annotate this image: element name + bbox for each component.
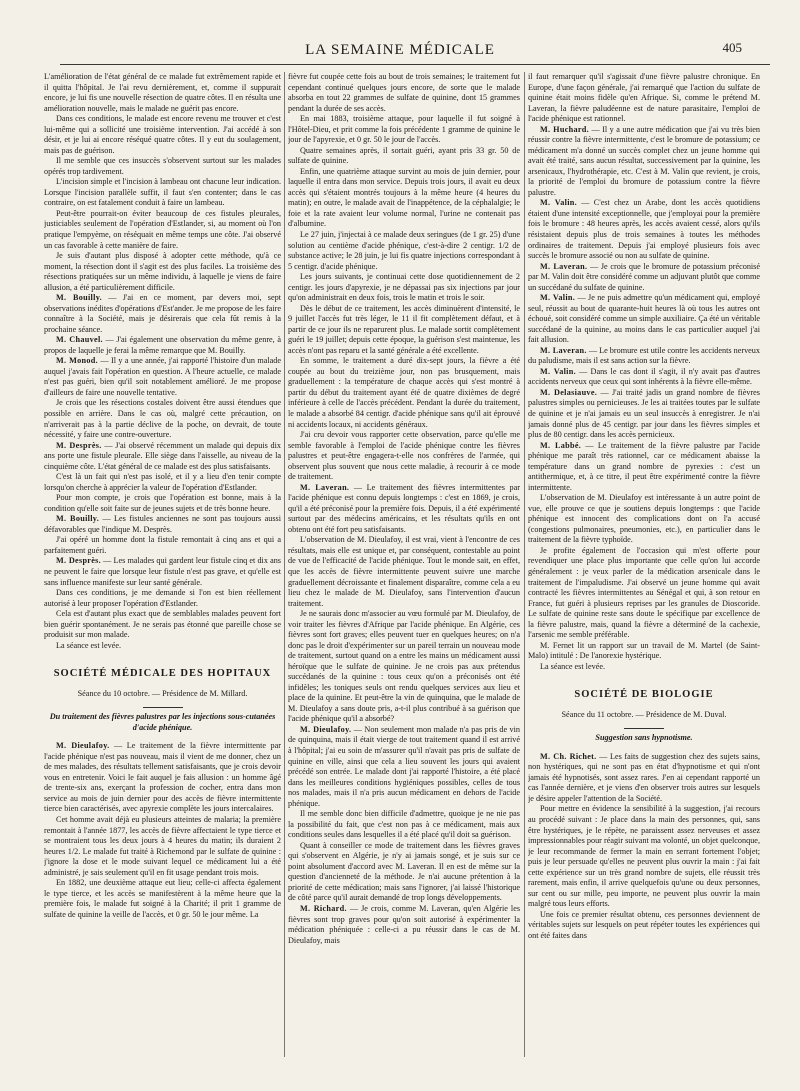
paragraph: Les jours suivants, je continuai cette dose quotidiennement de 2 centigr. les jours d'apyrexie, je ne dépassai pas six injections par jour qu'on administrait en deux fois, trois le matin et trois le soir.: [288, 272, 520, 303]
speaker-name: M. Richard.: [300, 903, 347, 913]
speaker-name: M. Bouilly.: [56, 293, 102, 303]
speaker-text: — Je ne puis admettre qu'un médicament qui, employé seul, réussit au bout de quarante-huit heures là où tous les autres ont échoué, soit considéré comme un simple auxiliaire. Ça été un véritable succédané de la quinine, au moins dans le cas particulier auquel j'ai fait allusion.: [528, 293, 760, 345]
paragraph: La séance est levée.: [56, 640, 122, 650]
speaker-paragraph: [44, 335, 281, 356]
speaker-text: — J'ai traité jadis un grand nombre de fièvres palustres simples ou pernicieuses. Je les ai traitées toutes par le sulfate de quinine et je n'ai jamais eu un seul insuccès à enregistrer. Je n'ai jamais donné plus de 45 centigr. par jour dans les fièvres simples et plus de 80 centigr. dans les accès pernicieux.: [528, 387, 760, 440]
speaker-paragraph: [528, 198, 760, 261]
speaker-text: — Non seulement mon malade n'a pas pris de vin de quinquina, mais il était vierge de tout traitement quand il est arrivé à l'hôpital; j'ai eu soin de m'assurer qu'il n'avait pas pris de sulfate de quinine en ville, ainsi que cela a lieu souvent les jours qui avaient précédé son entrée. Le malade dont j'ai rapporté l'histoire, a été placé dans les meilleures conditions hygiéniques possibles, celles de tous nos malades, mais il n'a pris aucun médicament en dehors de l'acide phénique.: [288, 724, 520, 808]
paragraph: L'observation de M. Dieulafoy, il est vrai, vient à l'encontre de ces résultats, mais elle est unique et, par conséquent, contestable au point de vue de l'efficacité de l'acide phénique. Tout le monde sait, en effet, que les accès de fièvre intermittente peuvent suivre une marche graduellement décroissante et finalement disparaître, comme cela a eu lieu chez le malade de M. Dieulafoy, sans l'intervention d'aucun traitement.: [288, 535, 520, 608]
section-title: SOCIÉTÉ MÉDICALE DES HOPITAUX: [53, 668, 272, 680]
speaker-name: M. Desprès.: [56, 440, 102, 450]
article-subtitle: Suggestion sans hypnotisme.: [595, 733, 693, 743]
page-header: [0, 0, 800, 70]
section-title: SOCIÉTÉ DE BIOLOGIE: [574, 689, 714, 701]
paragraph: La séance est levée.: [540, 661, 606, 671]
paragraph: J'ai cru devoir vous rapporter cette observation, parce qu'elle me semble favorable à l'emploi de l'acide phénique contre les fièvres palustres et peut-être engagera-t-elle nos confrères de l'armée, qui observent plus souvent que nous cette maladie, à recourir à ce mode de traitement.: [288, 430, 520, 482]
seance-line: Séance du 10 octobre. — Présidence de M. Millard.: [77, 688, 248, 698]
speaker-paragraph: [44, 741, 281, 815]
speaker-text: — J'ai observé récemment un malade qui depuis dix ans porte une fistule pleurale. Elle siège dans l'aisselle, au niveau de la cinquième côte. L'état général de ce malade est des plus satisfaisants.: [44, 440, 281, 471]
paragraph: Je crois que les résections costales doivent être aussi étendues que possible en arrière. Dans le cas où, malgré cette précaution, on n'arriverait pas à la partie déclive de la poche, on devrait, de toute nécessité, y faire une contre-ouverture.: [44, 398, 281, 440]
paragraph: Dès le début de ce traitement, les accès diminuèrent d'intensité, le 9 juillet l'accès fut très léger, le 11 il fit complètement défaut, et à partir de ce jour ils ne reparurent plus. Le malade sortit complètement guéri le 19 juillet; depuis cette époque, la guérison s'est maintenue, les accès n'ont pas reparu et la santé générale a été excellente.: [288, 303, 520, 355]
speaker-name: M. Bouilly.: [56, 514, 100, 524]
paragraph: Dans ces conditions, je me demande si l'on est bien réellement autorisé à leur proposer l'opération d'Estlander.: [44, 588, 281, 608]
speaker-paragraph: [44, 556, 281, 588]
speaker-name: M. Laveran.: [300, 482, 350, 492]
speaker-paragraph: [528, 388, 760, 441]
divider: [143, 707, 183, 708]
paragraph: En 1882, une deuxième attaque eut lieu; celle-ci affecta également le type tierce, et les accès se manifestèrent à la même heure que la première fois, le malade fut soigné à la Charité; il prit 1 gramme de sulfate de quinine la veille de l'accès, et 0 gr. 50 le jour même. La: [44, 878, 281, 919]
paragraph: Je ne saurais donc m'associer au vœu formulé par M. Dieulafoy, de voir traiter les fièvres d'Afrique par l'acide phénique. En Algérie, ces fièvres sont fort graves; elles peuvent tuer en quelques heures; on n'a donc pas le droit d'expérimenter sur un pareil terrain un nouveau mode de traitement, surtout quand on a entre les mains un médicament aussi héroïque que le sulfate de quinine. Je ne crois pas aux prétendus succédanés de la quinine : tous ceux qu'on a préconisés ont été infidèles; les toniques seuls ont rendu quelques services aux lieu et place de la quinine. Et peut-être la vin de quinquina, que le malade de M. Dieulafoy a sans doute pris, a-t-il plus contribué à sa guérison que l'acide phénique qu'il a absorbé?: [288, 609, 520, 724]
divider: [624, 728, 664, 729]
speaker-paragraph: [44, 441, 281, 473]
speaker-text: — C'est chez un Arabe, dont les accès quotidiens étaient d'une intensité exceptionnelle, que j'employai pour la première fois le bromure : 48 heures après, les accès avaient cessé, alors qu'ils résistaient depuis plus de trois semaines à toutes les méthodes ordinaires de traitement. Depuis j'ai employé plusieurs fois avec succès le bromure associé ou non au sulfate de quinine.: [528, 198, 760, 261]
speaker-text: — Les malades qui gardent leur fistule cinq et dix ans ne peuvent le faire que lorsque leur fistule n'est pas grave, et qu'elle est sans influence manifeste sur leur santé générale.: [44, 556, 281, 587]
speaker-name: M. Chauvel.: [56, 335, 103, 345]
speaker-name: M. Delasiauve.: [540, 387, 598, 397]
speaker-paragraph: [44, 356, 281, 398]
paragraph: Pour mettre en évidence la sensibilité à la suggestion, j'ai recours au procédé suivant : Je place dans la main des personnes, qui, sans être hystériques, je le répète, ne paraissent assez nerveuses et assez impressionnables pour réagir suivant ma volonté, un objet quelconque, je leur recommande de fermer la main en serrant fortement l'objet; puis je leur persuade qu'elles ne peuvent plus ouvrir la main : j'ai fait cette expérience sur un très grand nombre de sujets, elle réussit très rarement, mais enfin, il arrive quelquefois qu'une ou deux personnes, sur cent ou sur mille, peu importe, ne peuvent plus ouvrir la main malgré tous leurs efforts.: [528, 804, 760, 909]
paragraph: En mai 1883, troisième attaque, pour laquelle il fut soigné à l'Hôtel-Dieu, et prit comme la fois précédente 1 gramme de quinine le jour de l'apyrexie, et 0 gr. 50 le jour de l'accès.: [288, 114, 520, 145]
speaker-text: — Dans le cas dont il s'agit, il n'y avait pas d'autres accidents nerveux que ceux qui sont inhérents à la fièvre elle-même.: [528, 366, 760, 387]
speaker-paragraph: [528, 367, 760, 388]
paragraph: Peut-être pourrait-on éviter beaucoup de ces fistules pleurales, justiciables seulement de l'opération d'Estlander, si, au moment où l'on pratique l'empyème, on réséquait en même temps une côte. J'ai observé un cas favorable à cette manière de faire.: [44, 208, 281, 250]
paragraph: Je profite également de l'occasion qui m'est offerte pour revendiquer une place plus importante que celle qu'on lui accorde généralement : je veux parler de la médication arsenicale dans le traitement de l'impaludisme. J'ai observé un jeune homme qui avait contracté les fièvres intermittentes au Sénégal et qui, à son retour en France, fut guéri à plusieurs reprises par les granules de Dioscoride. Le sulfate de quinine reste sans doute le spécifique par excellence de la fièvre palustre, mais, quand la fièvre a déterminé de la cachexie, l'arsenic me semble préférable.: [528, 545, 760, 640]
paragraph: Il me semble que ces insuccès s'observent surtout sur les malades opérés trop tardivement.: [44, 156, 281, 176]
speaker-name: M. Huchard.: [540, 124, 590, 134]
speaker-text: — Je crois que le bromure de potassium préconisé par M. Valin doit être considéré comme un adjuvant plutôt que comme un succédané du sulfate de quinine.: [528, 261, 760, 292]
speaker-name: M. Laveran.: [540, 345, 587, 355]
speaker-name: M. Monod.: [56, 356, 98, 366]
speaker-name: M. Ch. Richet.: [540, 751, 597, 761]
speaker-text: — Le traitement de la fièvre palustre par l'acide phénique me paraît très rationnel, car ce médicament abaisse la température dans un grand nombre de pyrexies : c'est un antithermique, et, à ce titre, il peut être expérimenté contre la fièvre intermittente.: [528, 440, 760, 492]
column-2: [288, 72, 520, 1072]
speaker-name: M. Desprès.: [56, 556, 102, 566]
speaker-paragraph: [528, 262, 760, 294]
speaker-text: — Je crois, comme M. Laveran, qu'en Algérie les fièvres sont trop graves pour qu'on soit autorisé à expérimenter la médication phéniquée : celle-ci a pu réussir dans le cas de M. Dieulafoy, mais: [288, 903, 520, 945]
speaker-text: — J'ai également une observation du même genre, à propos de laquelle je ferai la même remarque que M. Bouilly.: [44, 335, 281, 355]
paragraph: C'est là un fait qui n'est pas isolé, et il y a lieu d'en tenir compte lorsqu'on cherche à apprécier la valeur de l'opération d'Estlander.: [44, 472, 281, 492]
speaker-name: M. Valin.: [540, 293, 576, 303]
paragraph: L'amélioration de l'état général de ce malade fut extrêmement rapide et il quitta l'hôpital. Je l'ai revu dernièrement, et, comme il suppurait encore, je lui fis une nouvelle résection de quatre côtes. Il en résulta une amélioration nouvelle, mais le malade ne guérit pas encore.: [44, 72, 281, 113]
speaker-name: M. Dieulafoy.: [300, 724, 352, 734]
journal-title: LA SEMAINE MÉDICALE: [305, 42, 495, 58]
article-subtitle: Du traitement des fièvres palustres par les injections sous-cutanées d'acide phénique.: [49, 712, 276, 732]
header-rule: [60, 64, 770, 65]
speaker-name: M. Valin.: [540, 198, 578, 208]
speaker-paragraph: [44, 293, 281, 335]
speaker-paragraph: [288, 904, 520, 946]
page-number: 405: [722, 40, 742, 55]
speaker-paragraph: [288, 483, 520, 536]
paragraph: Une fois ce premier résultat obtenu, ces personnes deviennent de véritables sujets sur lesquels on peut répéter toutes les expériences qui ont été faites dans: [528, 909, 760, 940]
speaker-paragraph: [528, 125, 760, 199]
paragraph: M. Fernet lit un rapport sur un travail de M. Martel (de Saint-Malo) intitulé : De l'anorexie hystérique.: [528, 640, 760, 661]
paragraph: il faut remarquer qu'il s'agissait d'une fièvre palustre chronique. En Europe, d'une façon générale, j'ai remarqué que l'action du sulfate de quinine était moins fidèle qu'en Afrique. Si, comme le prétend M. Laveran, la fièvre paludéenne est de nature parasitaire, l'emploi de l'acide phénique est rationnel.: [528, 72, 760, 124]
speaker-paragraph: [528, 441, 760, 494]
column-divider-1: [284, 72, 285, 1057]
paragraph: J'ai opéré un homme dont la fistule remontait à cinq ans et qui a parfaitement guéri.: [44, 535, 281, 555]
column-3: [528, 72, 760, 1072]
speaker-text: — Il y a une autre médication que j'ai vu très bien réussir contre la fièvre intermittente, c'est le bromure de potassium; ce médicament m'a donné un succès complet chez un jeune homme qui avait été traité, sans aucun résultat, successivement par la quinine, les arsenicaux, l'hydrothérapie, etc. C'est à M. Valin que revient, je crois, la priorité de l'emploi du bromure de potassium contre la fièvre palustre.: [528, 124, 760, 197]
paragraph: L'incision simple et l'incision à lambeau ont chacune leur indication. Lorsque l'incision parallèle suffit, il faut s'en contenter; dans le cas contraire, on est fatalement conduit à faire un lambeau.: [44, 177, 281, 208]
paragraph: fièvre fut coupée cette fois au bout de trois semaines; le traitement fut cependant continué quelques jours encore, de sorte que le malade absorba en tout 22 grammes de sulfate de quinine, dont 15 grammes pendant la durée de ses accès.: [288, 72, 520, 113]
speaker-name: M. Laveran.: [540, 261, 588, 271]
speaker-text: — Les faits de suggestion chez des sujets sains, non hystériques, qui ne sont pas en état d'hypnotisme et qui n'ont jamais été hypnotisés, sont assez rares. J'en ai cependant rapporté un cas l'année dernière, et je viens d'en observer trois autres sur lesquels je désire appeler l'attention de la Société.: [528, 751, 760, 803]
speaker-text: — Le traitement de la fièvre intermittente par l'acide phénique n'est pas nouveau, mais il vient de me donner, chez un de mes malades, des résultats tellement satisfaisants, que je crois devoir vous en entretenir. Voici le fait auquel je fais allusion : un homme âgé de trente-six ans, exerçant la profession de cocher, entra dans mon service au mois de juin dernier pour des accès de fièvre intermittente tierce bien caractérisés, avec apyrexie complète les jours intercalaires.: [44, 741, 281, 814]
column-divider-2: [524, 72, 525, 1057]
seance-line: Séance du 11 octobre. — Présidence de M. Duval.: [561, 709, 727, 719]
speaker-text: — Il y a une année, j'ai rapporté l'histoire d'un malade auquel j'avais fait l'opération en question. A l'heure actuelle, ce malade n'est pas guéri, bien qu'il soit notablement amélioré. Je me propose d'ailleurs de faire une nouvelle tentative.: [44, 356, 281, 397]
paragraph: Quatre semaines après, il sortait guéri, ayant pris 33 gr. 50 de sulfate de quinine.: [288, 145, 520, 166]
speaker-name: M. Dieulafoy.: [56, 741, 110, 751]
speaker-paragraph: [528, 752, 760, 805]
speaker-text: — Le bromure est utile contre les accidents nerveux du paludisme, mais il est sans action sur la fièvre.: [528, 345, 760, 366]
paragraph: Cet homme avait déjà eu plusieurs atteintes de malaria; la première remontait à l'année 1877, les accès de fièvre affectaient le type tierce et se montraient tous les deux jours à 4 heures du matin; ils duraient 2 heures 1/2. Le malade fut traité à Richemond par le sulfate de quinine : j'ignore la dose et le mode suivant lequel ce médicament lui a été administré, je sais seulement qu'il en fit usage pendant trois mois.: [44, 815, 281, 877]
speaker-paragraph: [528, 293, 760, 346]
paragraph: Cela est d'autant plus exact que de semblables malades peuvent fort bien guérir spontanément. Je ne serais pas étonné que pareille chose se produisit sur mon malade.: [44, 609, 281, 640]
speaker-name: M. Labbé.: [540, 440, 582, 450]
paragraph: Je suis d'autant plus disposé à adopter cette méthode, qu'à ce moment, la résection dont il s'agit est des plus faciles. La troisième des résections pratiquées sur un même individu, à laquelle je viens de faire allusion, a été particulièrement difficile.: [44, 251, 281, 292]
speaker-text: — Le traitement des fièvres intermittentes par l'acide phénique est connu depuis longtemps : c'est en 1869, je crois, qu'il a été préconisé pour la première fois. Depuis, il a été expérimenté surtout par des médecins américains, et les résultats qu'ils en ont obtenu ont été fort peu satisfaisants.: [288, 482, 520, 534]
speaker-text: — Les fistules anciennes ne sont pas toujours aussi défavorables que l'indique M. Desprès.: [44, 514, 281, 534]
paragraph: Quant à conseiller ce mode de traitement dans les fièvres graves qui s'observent en Algérie, je n'y ai jamais songé, et je suis sur ce point absolument d'accord avec M. Laveran. Il en est de même sur la question d'ancienneté de la méthode. Je n'ai aucune prétention à la priorité de cette médication; mais sans l'ignorer, j'ai laissé l'historique de côté parce qu'il aurait demandé de trop longs développements.: [288, 840, 520, 903]
paragraph: L'observation de M. Dieulafoy est intéressante à un autre point de vue, elle prouve ce que je soutiens depuis longtemps : que l'acide phénique est innocent des complications dont on l'a accusé (congestions pulmonaires, pneumonies, etc.), en particulier dans le traitement de la fièvre typhoïde.: [528, 493, 760, 545]
speaker-paragraph: [528, 346, 760, 367]
column-1: [44, 72, 281, 1072]
paragraph: Le 27 juin, j'injectai à ce malade deux seringues (de 1 gr. 25) d'une solution au centième d'acide phénique, c'est-à-dire 2 centigr. 1/2 de substance active; le 28 juin, je lui fis quatre injections correspondant à 5 centigr. d'acide phénique.: [288, 229, 520, 271]
paragraph: Pour mon compte, je crois que l'opération est bonne, mais à la condition qu'elle soit faite sur de jeunes sujets et de très bonne heure.: [44, 493, 281, 513]
speaker-paragraph: [44, 514, 281, 535]
speaker-name: M. Valin.: [540, 366, 576, 376]
paragraph: Dans ces conditions, le malade est encore revenu me trouver et c'est lui-même qui a sollicité une troisième intervention. J'ai accédé à son désir, et je lui ai encore réséqué quatre côtes. Il y eut du soulagement, mais pas de guérison.: [44, 114, 281, 155]
speaker-text: — J'ai en ce moment, par devers moi, sept observations inédites d'opérations d'Est'ander. Je me propose de les faire connaître à la Société, mais je désirerais que cela fût remis à la prochaine séance.: [44, 293, 281, 334]
paragraph: Il me semble donc bien difficile d'admettre, quoique je ne nie pas la possibilité du fait, que c'est non pas à ce médicament, mais aux conditions seules dans lesquelles il a été placé qu'il doit sa guérison.: [288, 809, 520, 840]
paragraph: Enfin, une quatrième attaque survint au mois de juin dernier, pour laquelle il entra dans mon service. Depuis trois jours, il avait eu deux accès qui s'étaient montrés toujours à la même heure (4 heures du matin); en outre, le malade avait de l'inappétence, de la céphalalgie; le foie et la rate avaient leur volume normal, l'urine ne contenait pas d'albumine.: [288, 166, 520, 229]
paragraph: En somme, le traitement a duré dix-sept jours, la fièvre a été coupée au bout du treizième jour, non pas brusquement, mais graduellement : la température de chaque accès qui s'est montré à partir du début du traitement ayant été de quatre dixièmes de degré inférieure à celle de l'accès précédent. Pendant la durée du traitement, le malade a absorbé 84 centigr. d'acide phénique sans qu'il ait éprouvé ni accidents locaux, ni accidents généraux.: [288, 356, 520, 429]
speaker-paragraph: [288, 725, 520, 809]
